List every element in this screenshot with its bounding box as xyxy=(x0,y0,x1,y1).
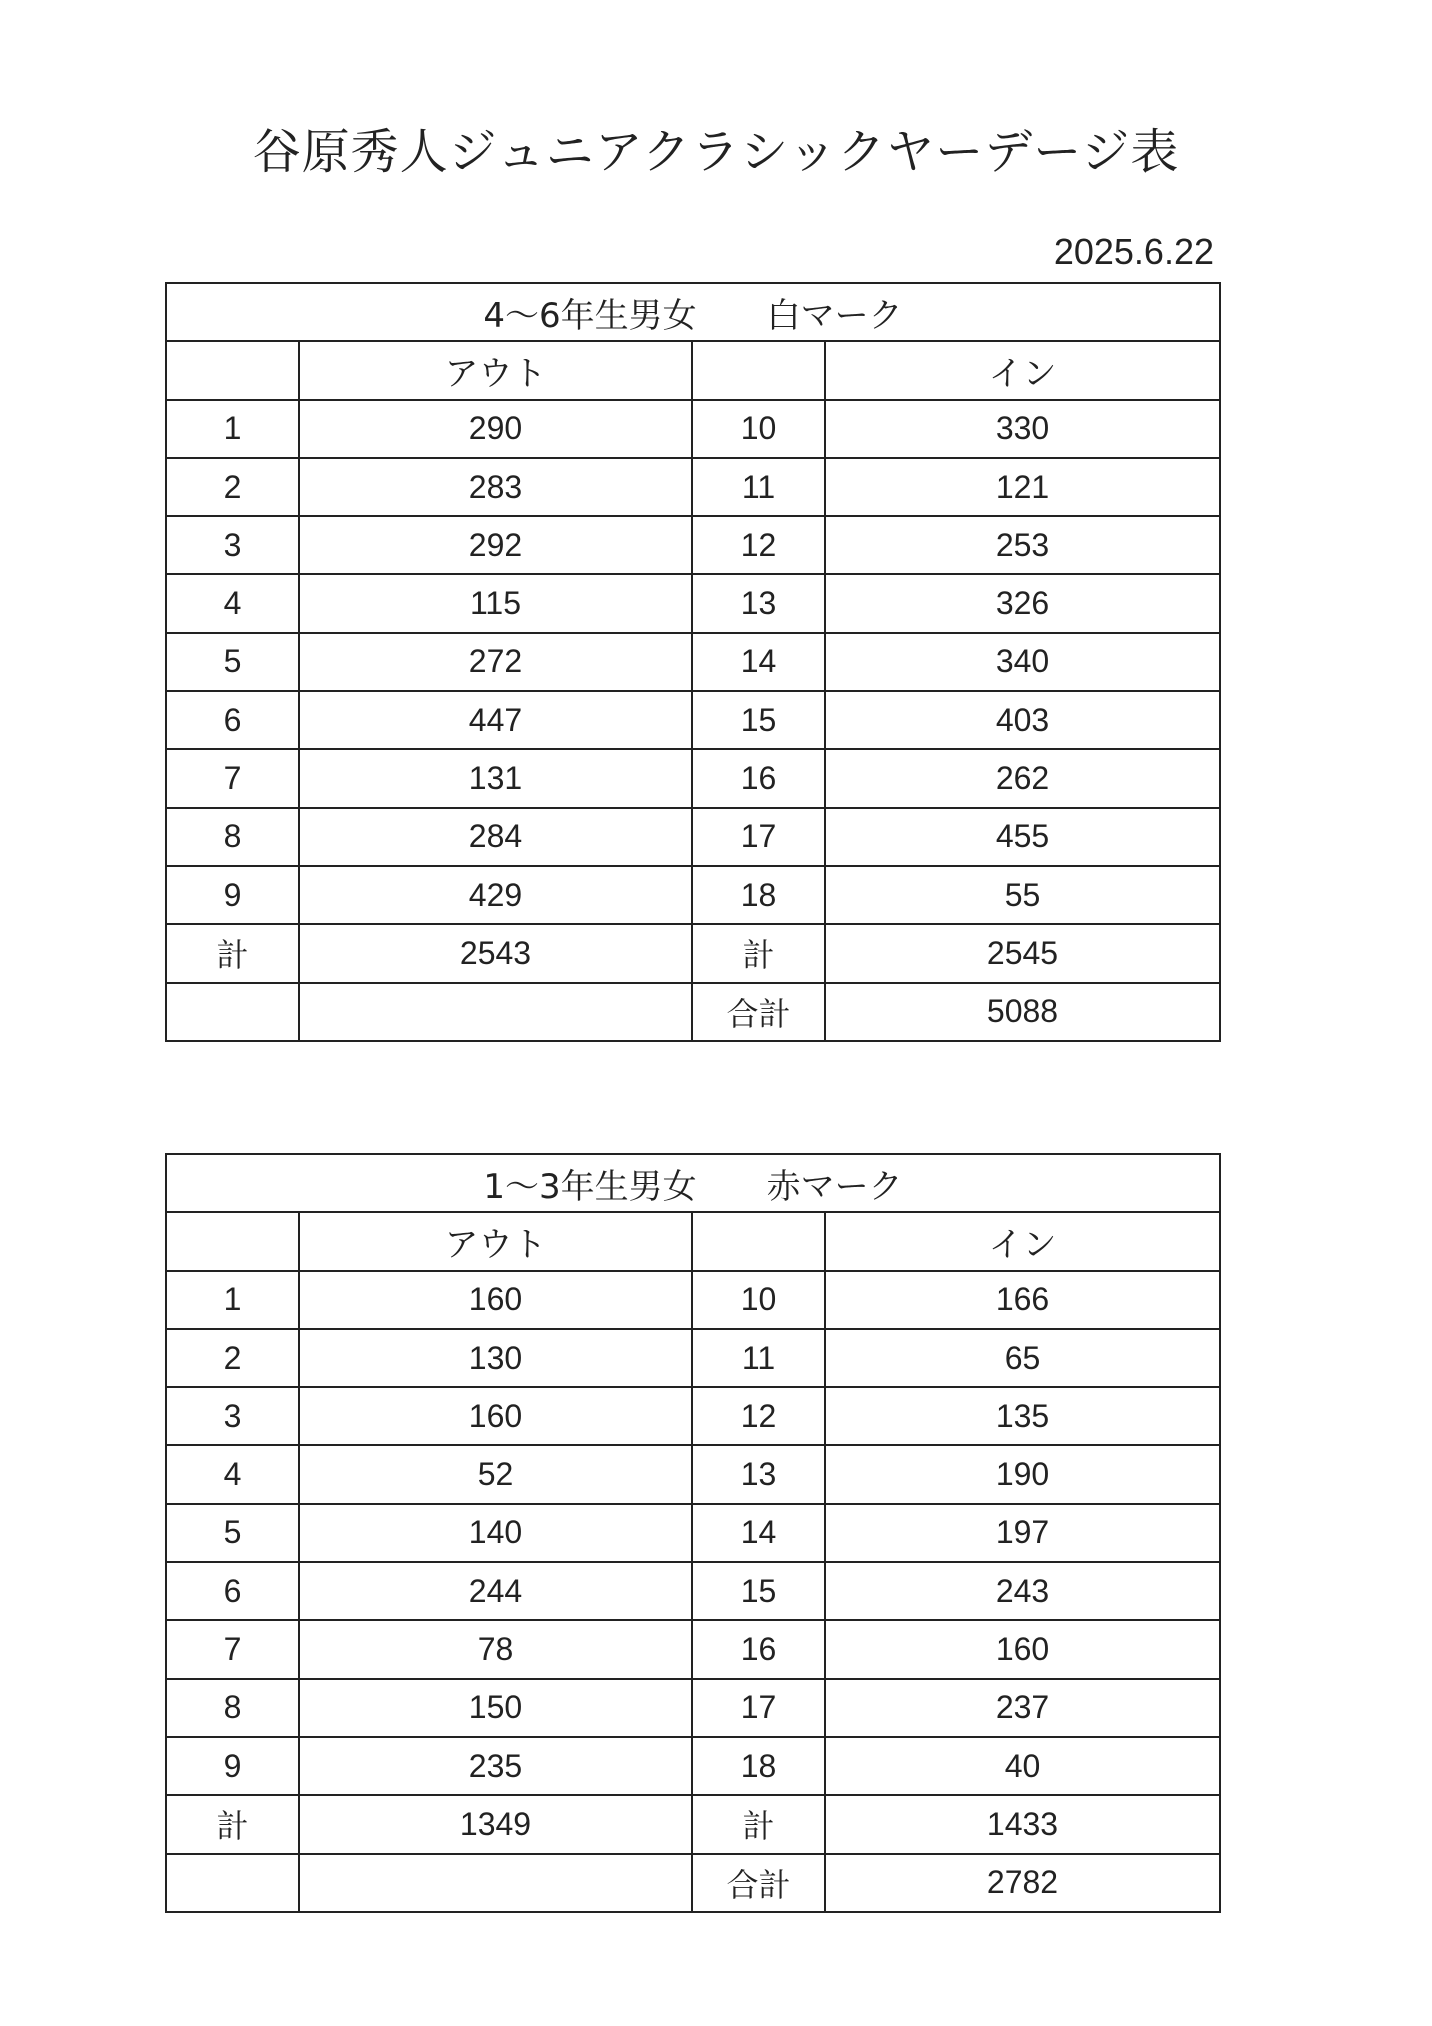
out-hole-number: 3 xyxy=(166,1387,299,1445)
out-hole-number: 1 xyxy=(166,400,299,458)
table-row xyxy=(166,400,1220,458)
out-hole-number: 4 xyxy=(166,574,299,632)
out-yardage: 52 xyxy=(299,1445,692,1503)
in-yardage: 253 xyxy=(825,516,1220,574)
out-header: アウト xyxy=(299,1212,692,1270)
out-yardage: 78 xyxy=(299,1620,692,1678)
table-caption-row xyxy=(166,283,1220,341)
yardage-table-white-mark xyxy=(165,282,1221,1042)
in-hole-number: 17 xyxy=(692,1679,825,1737)
out-yardage: 290 xyxy=(299,400,692,458)
in-hole-number: 12 xyxy=(692,516,825,574)
in-yardage: 340 xyxy=(825,633,1220,691)
grand-total-row xyxy=(166,1854,1220,1912)
empty-cell xyxy=(692,1212,825,1270)
out-hole-number: 7 xyxy=(166,1620,299,1678)
in-hole-number: 13 xyxy=(692,574,825,632)
table-row xyxy=(166,516,1220,574)
out-yardage: 447 xyxy=(299,691,692,749)
table-caption xyxy=(166,283,1220,341)
in-hole-number: 16 xyxy=(692,749,825,807)
header-row xyxy=(166,1212,1220,1270)
out-yardage: 283 xyxy=(299,458,692,516)
out-subtotal: 2543 xyxy=(299,924,692,982)
in-header: イン xyxy=(825,341,1220,399)
out-hole-number: 2 xyxy=(166,458,299,516)
grand-total-label: 合計 xyxy=(692,1854,825,1912)
group-label: 4～6年生男女 xyxy=(483,295,697,336)
empty-cell xyxy=(299,1854,692,1912)
grand-total-row xyxy=(166,983,1220,1041)
empty-cell xyxy=(692,341,825,399)
grand-total: 5088 xyxy=(825,983,1220,1041)
table-row xyxy=(166,749,1220,807)
in-yardage: 197 xyxy=(825,1504,1220,1562)
empty-cell xyxy=(299,983,692,1041)
in-hole-number: 13 xyxy=(692,1445,825,1503)
out-subtotal-label: 計 xyxy=(166,924,299,982)
header-row xyxy=(166,341,1220,399)
table-row xyxy=(166,1504,1220,1562)
out-yardage: 429 xyxy=(299,866,692,924)
page-title: 谷原秀人ジュニアクラシックヤーデージ表 xyxy=(252,124,1180,180)
out-hole-number: 6 xyxy=(166,691,299,749)
in-hole-number: 18 xyxy=(692,866,825,924)
in-yardage: 55 xyxy=(825,866,1220,924)
out-hole-number: 7 xyxy=(166,749,299,807)
table-row xyxy=(166,866,1220,924)
in-yardage: 121 xyxy=(825,458,1220,516)
in-yardage: 455 xyxy=(825,808,1220,866)
in-hole-number: 15 xyxy=(692,1562,825,1620)
out-yardage: 160 xyxy=(299,1271,692,1329)
empty-cell xyxy=(166,1854,299,1912)
in-hole-number: 16 xyxy=(692,1620,825,1678)
table-row xyxy=(166,691,1220,749)
out-yardage: 284 xyxy=(299,808,692,866)
in-yardage: 40 xyxy=(825,1737,1220,1795)
in-yardage: 243 xyxy=(825,1562,1220,1620)
table-row xyxy=(166,1271,1220,1329)
subtotal-row xyxy=(166,1795,1220,1853)
in-hole-number: 14 xyxy=(692,1504,825,1562)
out-yardage: 140 xyxy=(299,1504,692,1562)
out-yardage: 160 xyxy=(299,1387,692,1445)
out-yardage: 130 xyxy=(299,1329,692,1387)
in-yardage: 166 xyxy=(825,1271,1220,1329)
out-hole-number: 1 xyxy=(166,1271,299,1329)
tee-mark-label: 白マーク xyxy=(766,295,903,336)
in-hole-number: 10 xyxy=(692,400,825,458)
in-yardage: 262 xyxy=(825,749,1220,807)
table-row xyxy=(166,1737,1220,1795)
out-yardage: 115 xyxy=(299,574,692,632)
table-row xyxy=(166,1329,1220,1387)
table-row xyxy=(166,1679,1220,1737)
out-yardage: 150 xyxy=(299,1679,692,1737)
in-hole-number: 10 xyxy=(692,1271,825,1329)
in-hole-number: 14 xyxy=(692,633,825,691)
out-hole-number: 4 xyxy=(166,1445,299,1503)
table-caption xyxy=(166,1154,1220,1212)
table-row xyxy=(166,1562,1220,1620)
in-hole-number: 12 xyxy=(692,1387,825,1445)
out-hole-number: 8 xyxy=(166,1679,299,1737)
document-date: 2025.6.22 xyxy=(1053,231,1214,272)
out-yardage: 272 xyxy=(299,633,692,691)
in-yardage: 135 xyxy=(825,1387,1220,1445)
in-hole-number: 11 xyxy=(692,1329,825,1387)
in-yardage: 330 xyxy=(825,400,1220,458)
grand-total: 2782 xyxy=(825,1854,1220,1912)
table-row xyxy=(166,1620,1220,1678)
in-subtotal-label: 計 xyxy=(692,1795,825,1853)
out-yardage: 292 xyxy=(299,516,692,574)
subtotal-row xyxy=(166,924,1220,982)
group-label: 1～3年生男女 xyxy=(483,1166,697,1207)
tee-mark-label: 赤マーク xyxy=(766,1166,903,1207)
table-caption-row xyxy=(166,1154,1220,1212)
in-subtotal: 2545 xyxy=(825,924,1220,982)
out-hole-number: 5 xyxy=(166,633,299,691)
table-row xyxy=(166,633,1220,691)
in-yardage: 160 xyxy=(825,1620,1220,1678)
grand-total-label: 合計 xyxy=(692,983,825,1041)
in-hole-number: 17 xyxy=(692,808,825,866)
out-hole-number: 6 xyxy=(166,1562,299,1620)
out-subtotal: 1349 xyxy=(299,1795,692,1853)
out-hole-number: 5 xyxy=(166,1504,299,1562)
out-yardage: 235 xyxy=(299,1737,692,1795)
in-header: イン xyxy=(825,1212,1220,1270)
in-hole-number: 18 xyxy=(692,1737,825,1795)
out-subtotal-label: 計 xyxy=(166,1795,299,1853)
out-hole-number: 8 xyxy=(166,808,299,866)
in-hole-number: 15 xyxy=(692,691,825,749)
empty-cell xyxy=(166,983,299,1041)
out-hole-number: 9 xyxy=(166,866,299,924)
empty-cell xyxy=(166,341,299,399)
in-hole-number: 11 xyxy=(692,458,825,516)
table-row xyxy=(166,574,1220,632)
in-yardage: 65 xyxy=(825,1329,1220,1387)
out-header: アウト xyxy=(299,341,692,399)
table-row xyxy=(166,1387,1220,1445)
out-hole-number: 9 xyxy=(166,1737,299,1795)
yardage-table-red-mark xyxy=(165,1153,1221,1913)
empty-cell xyxy=(166,1212,299,1270)
in-yardage: 190 xyxy=(825,1445,1220,1503)
in-yardage: 237 xyxy=(825,1679,1220,1737)
out-hole-number: 2 xyxy=(166,1329,299,1387)
out-hole-number: 3 xyxy=(166,516,299,574)
table-row xyxy=(166,458,1220,516)
table-row xyxy=(166,808,1220,866)
in-subtotal-label: 計 xyxy=(692,924,825,982)
out-yardage: 131 xyxy=(299,749,692,807)
in-subtotal: 1433 xyxy=(825,1795,1220,1853)
in-yardage: 326 xyxy=(825,574,1220,632)
in-yardage: 403 xyxy=(825,691,1220,749)
table-row xyxy=(166,1445,1220,1503)
out-yardage: 244 xyxy=(299,1562,692,1620)
